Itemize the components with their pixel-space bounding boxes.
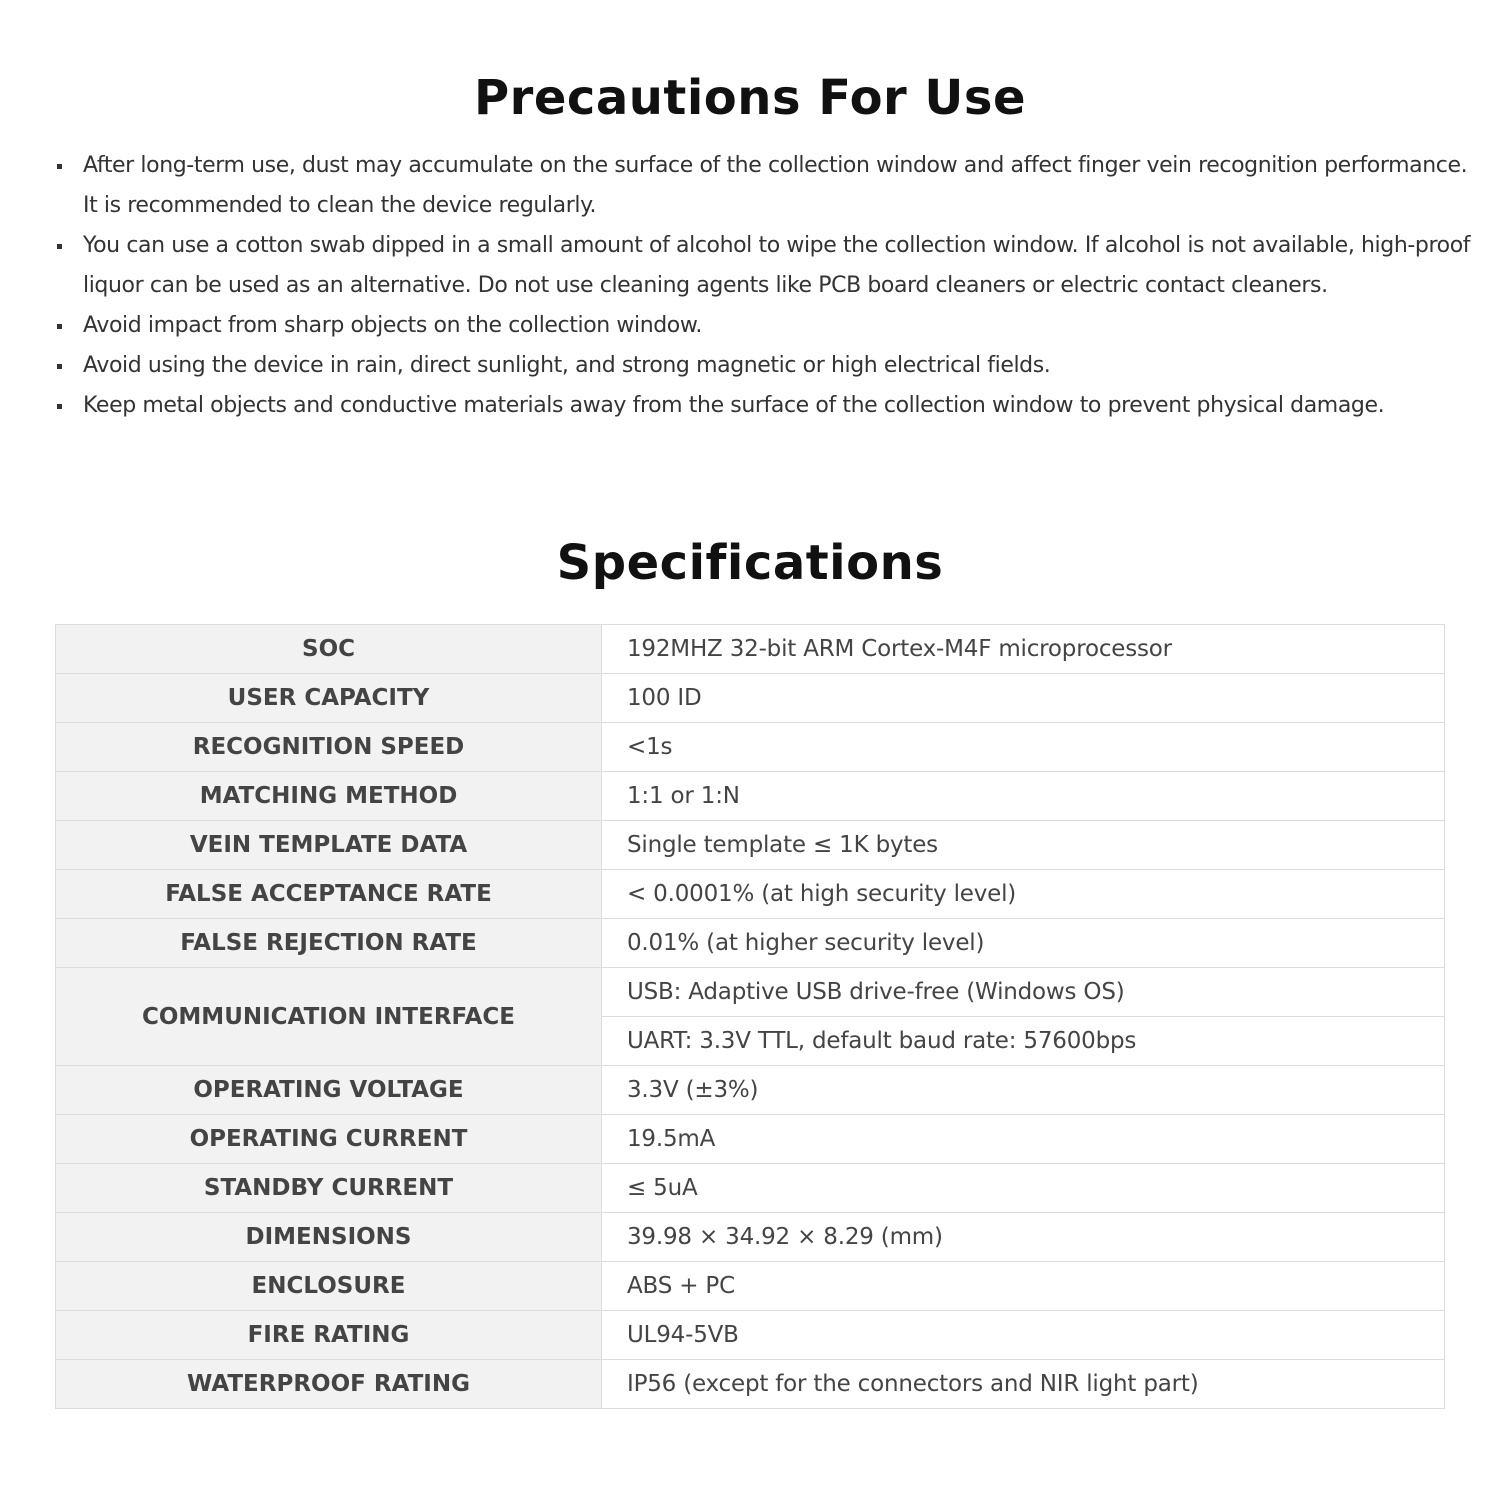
spec-value: IP56 (except for the connectors and NIR light part) [602, 1360, 1445, 1409]
table-row [56, 1360, 1445, 1409]
precaution-item [55, 346, 1475, 386]
spec-key: FALSE ACCEPTANCE RATE [56, 870, 602, 919]
spec-key: FIRE RATING [56, 1311, 602, 1360]
table-row [56, 723, 1445, 772]
precaution-text: After long-term use, dust may accumulate on the surface of the collection window and affect finger vein recognition performance. It is recommended to clean the device regularly. [83, 153, 1468, 218]
table-row [56, 1262, 1445, 1311]
spec-value: 192MHZ 32-bit ARM Cortex-M4F microprocessor [602, 625, 1445, 674]
spec-value: 19.5mA [602, 1115, 1445, 1164]
table-row [56, 674, 1445, 723]
table-row [56, 1164, 1445, 1213]
spec-key: OPERATING CURRENT [56, 1115, 602, 1164]
spec-value: < 0.0001% (at high security level) [602, 870, 1445, 919]
spec-value: UL94-5VB [602, 1311, 1445, 1360]
precaution-text: Keep metal objects and conductive materials away from the surface of the collection window to prevent physical damage. [83, 393, 1385, 418]
spec-key: SOC [56, 625, 602, 674]
spec-key: RECOGNITION SPEED [56, 723, 602, 772]
spec-key: OPERATING VOLTAGE [56, 1066, 602, 1115]
table-row [56, 1066, 1445, 1115]
spec-value: 100 ID [602, 674, 1445, 723]
table-row [56, 1213, 1445, 1262]
table-row [56, 821, 1445, 870]
bullet-icon [57, 324, 62, 329]
spec-key: MATCHING METHOD [56, 772, 602, 821]
precaution-text: You can use a cotton swab dipped in a small amount of alcohol to wipe the collection window. If alcohol is not available, high-proof liquor can be used as an alternative. Do not use cleaning agents like PCB board cleaners or electric contact cleaners. [83, 233, 1471, 298]
precautions-list [55, 146, 1475, 426]
table-row [56, 1115, 1445, 1164]
spec-key: FALSE REJECTION RATE [56, 919, 602, 968]
spec-value: 0.01% (at higher security level) [602, 919, 1445, 968]
table-row [56, 1311, 1445, 1360]
table-row [56, 919, 1445, 968]
precaution-item [55, 386, 1475, 426]
bullet-icon [57, 404, 62, 409]
table-row [56, 625, 1445, 674]
spec-key: USER CAPACITY [56, 674, 602, 723]
precaution-item [55, 226, 1475, 306]
table-row [56, 772, 1445, 821]
spec-value: 39.98 × 34.92 × 8.29 (mm) [602, 1213, 1445, 1262]
spec-value: <1s [602, 723, 1445, 772]
precautions-title: Precautions For Use [473, 70, 1027, 126]
spec-key: STANDBY CURRENT [56, 1164, 602, 1213]
spec-key: ENCLOSURE [56, 1262, 602, 1311]
spec-value: Single template ≤ 1K bytes [602, 821, 1445, 870]
precaution-item [55, 146, 1475, 226]
spec-value: 3.3V (±3%) [602, 1066, 1445, 1115]
specifications-title: Specifications [556, 535, 944, 591]
bullet-icon [57, 164, 62, 169]
precaution-text: Avoid using the device in rain, direct sunlight, and strong magnetic or high electrical fields. [83, 353, 1051, 378]
spec-value: UART: 3.3V TTL, default baud rate: 57600bps [602, 1017, 1445, 1066]
spec-value: ≤ 5uA [602, 1164, 1445, 1213]
table-row [56, 968, 1445, 1017]
precaution-item [55, 306, 1475, 346]
spec-value: ABS + PC [602, 1262, 1445, 1311]
spec-value: 1:1 or 1:N [602, 772, 1445, 821]
spec-key: WATERPROOF RATING [56, 1360, 602, 1409]
spec-key: DIMENSIONS [56, 1213, 602, 1262]
precaution-text: Avoid impact from sharp objects on the collection window. [83, 313, 703, 338]
bullet-icon [57, 244, 62, 249]
spec-key: VEIN TEMPLATE DATA [56, 821, 602, 870]
spec-key: COMMUNICATION INTERFACE [56, 968, 602, 1066]
table-row [56, 870, 1445, 919]
bullet-icon [57, 364, 62, 369]
spec-value: USB: Adaptive USB drive-free (Windows OS) [602, 968, 1445, 1017]
specifications-table [55, 624, 1445, 1409]
